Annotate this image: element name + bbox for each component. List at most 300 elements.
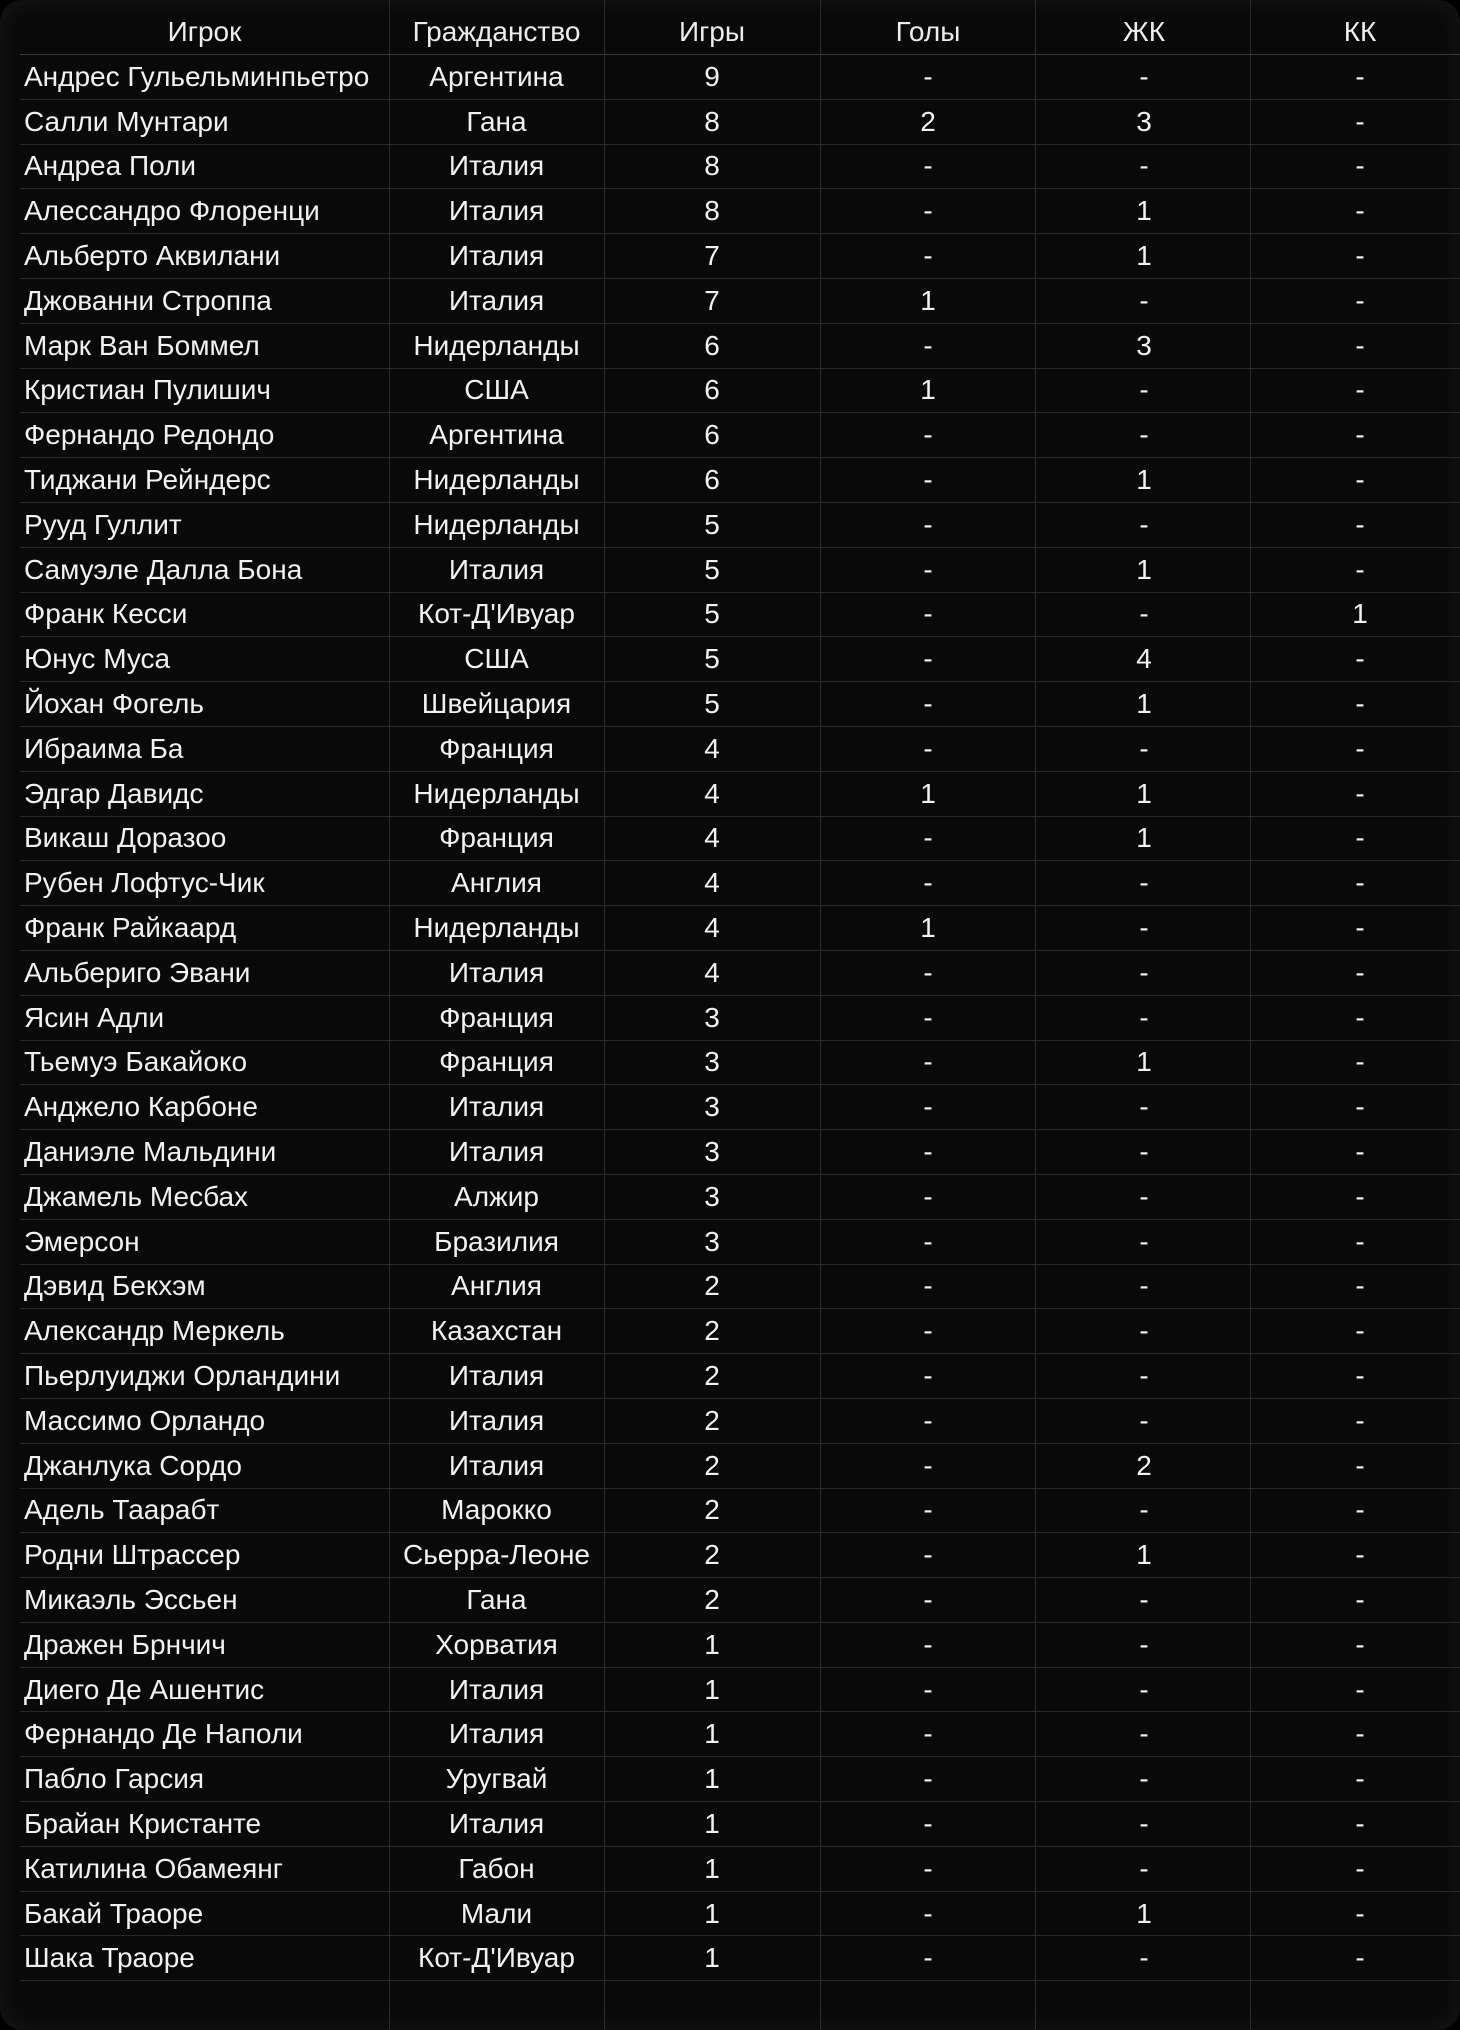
goals-cell: - — [820, 1802, 1036, 1847]
games-cell: 2 — [604, 1264, 820, 1309]
red-cards-cell: - — [1252, 502, 1460, 547]
citizenship-cell: Швейцария — [389, 682, 604, 727]
player-name-cell: Юнус Муса — [20, 637, 389, 682]
citizenship-cell: Аргентина — [389, 55, 604, 100]
goals-cell: - — [820, 1174, 1036, 1219]
yellow-cards-cell: 1 — [1036, 1040, 1252, 1085]
goals-cell: - — [820, 1667, 1036, 1712]
citizenship-cell: Гана — [389, 1578, 604, 1623]
games-cell: 3 — [604, 1174, 820, 1219]
player-name-cell: Йохан Фогель — [20, 682, 389, 727]
table-row — [20, 1533, 1460, 1578]
citizenship-cell: Гана — [389, 99, 604, 144]
player-name-cell: Алессандро Флоренци — [20, 189, 389, 234]
red-cards-cell: - — [1252, 1533, 1460, 1578]
citizenship-cell: Франция — [389, 995, 604, 1040]
table-row — [20, 1936, 1460, 1981]
yellow-cards-cell: 1 — [1036, 547, 1252, 592]
red-cards-cell: - — [1252, 368, 1460, 413]
player-name-cell: Диего Де Ашентис — [20, 1667, 389, 1712]
goals-cell: - — [820, 592, 1036, 637]
player-name-cell: Марк Ван Боммел — [20, 323, 389, 368]
player-name-cell: Эдгар Давидс — [20, 771, 389, 816]
games-cell: 5 — [604, 502, 820, 547]
table-row — [20, 771, 1460, 816]
player-name-cell: Дэвид Бекхэм — [20, 1264, 389, 1309]
table-row — [20, 1130, 1460, 1175]
red-cards-cell: - — [1252, 906, 1460, 951]
goals-cell: - — [820, 144, 1036, 189]
red-cards-cell: - — [1252, 1219, 1460, 1264]
citizenship-cell: Франция — [389, 816, 604, 861]
goals-cell: - — [820, 1578, 1036, 1623]
goals-cell: - — [820, 1533, 1036, 1578]
table-row — [20, 1578, 1460, 1623]
table-row — [20, 144, 1460, 189]
games-cell: 1 — [604, 1802, 820, 1847]
player-name-cell: Александр Меркель — [20, 1309, 389, 1354]
games-cell: 3 — [604, 1040, 820, 1085]
table-row — [20, 1667, 1460, 1712]
citizenship-cell: Кот-Д'Ивуар — [389, 592, 604, 637]
player-name-cell: Фернандо Редондо — [20, 413, 389, 458]
citizenship-cell: Сьерра-Леоне — [389, 1533, 604, 1578]
games-cell: 3 — [604, 1219, 820, 1264]
table-row — [20, 816, 1460, 861]
table-row — [20, 592, 1460, 637]
yellow-cards-cell: - — [1036, 995, 1252, 1040]
player-name-cell: Самуэле Далла Бона — [20, 547, 389, 592]
goals-cell: - — [820, 1130, 1036, 1175]
player-name-cell: Викаш Доразоо — [20, 816, 389, 861]
table-row — [20, 458, 1460, 503]
goals-cell: - — [820, 816, 1036, 861]
goals-cell: - — [820, 458, 1036, 503]
citizenship-cell: Нидерланды — [389, 906, 604, 951]
red-cards-cell: - — [1252, 1085, 1460, 1130]
red-cards-cell: - — [1252, 1398, 1460, 1443]
citizenship-cell: Италия — [389, 1130, 604, 1175]
header-goals: Голы — [820, 10, 1036, 55]
red-cards-cell: - — [1252, 1712, 1460, 1757]
table-row — [20, 278, 1460, 323]
yellow-cards-cell: 4 — [1036, 637, 1252, 682]
goals-cell: - — [820, 234, 1036, 279]
player-name-cell: Альберто Аквилани — [20, 234, 389, 279]
table-row — [20, 1354, 1460, 1399]
goals-cell: - — [820, 55, 1036, 100]
goals-cell: - — [820, 1891, 1036, 1936]
yellow-cards-cell: - — [1036, 592, 1252, 637]
table-row — [20, 55, 1460, 100]
yellow-cards-cell: - — [1036, 1712, 1252, 1757]
player-name-cell: Брайан Кристанте — [20, 1802, 389, 1847]
citizenship-cell: Италия — [389, 547, 604, 592]
table-row — [20, 1891, 1460, 1936]
goals-cell: - — [820, 1398, 1036, 1443]
yellow-cards-cell: - — [1036, 861, 1252, 906]
citizenship-cell: Бразилия — [389, 1219, 604, 1264]
goals-cell: - — [820, 1757, 1036, 1802]
header-citizenship: Гражданство — [389, 10, 604, 55]
red-cards-cell: - — [1252, 682, 1460, 727]
red-cards-cell: - — [1252, 1309, 1460, 1354]
games-cell: 1 — [604, 1846, 820, 1891]
red-cards-cell: - — [1252, 458, 1460, 503]
player-name-cell: Тиджани Рейндерс — [20, 458, 389, 503]
citizenship-cell: США — [389, 637, 604, 682]
games-cell: 2 — [604, 1309, 820, 1354]
goals-cell: - — [820, 1488, 1036, 1533]
games-cell: 4 — [604, 726, 820, 771]
table-row — [20, 189, 1460, 234]
citizenship-cell: Габон — [389, 1846, 604, 1891]
red-cards-cell: - — [1252, 1802, 1460, 1847]
citizenship-cell: Франция — [389, 726, 604, 771]
player-name-cell: Ибраима Ба — [20, 726, 389, 771]
player-stats-table — [20, 10, 1460, 1981]
goals-cell: 1 — [820, 278, 1036, 323]
red-cards-cell: - — [1252, 861, 1460, 906]
goals-cell: - — [820, 1219, 1036, 1264]
yellow-cards-cell: - — [1036, 413, 1252, 458]
red-cards-cell: - — [1252, 995, 1460, 1040]
red-cards-cell: - — [1252, 55, 1460, 100]
yellow-cards-cell: - — [1036, 278, 1252, 323]
table-row — [20, 906, 1460, 951]
yellow-cards-cell: - — [1036, 55, 1252, 100]
yellow-cards-cell: - — [1036, 1309, 1252, 1354]
player-name-cell: Рууд Гуллит — [20, 502, 389, 547]
games-cell: 1 — [604, 1891, 820, 1936]
citizenship-cell: США — [389, 368, 604, 413]
goals-cell: - — [820, 413, 1036, 458]
red-cards-cell: - — [1252, 1667, 1460, 1712]
yellow-cards-cell: - — [1036, 1085, 1252, 1130]
player-name-cell: Ясин Адли — [20, 995, 389, 1040]
yellow-cards-cell: - — [1036, 726, 1252, 771]
red-cards-cell: - — [1252, 1130, 1460, 1175]
citizenship-cell: Нидерланды — [389, 502, 604, 547]
citizenship-cell: Италия — [389, 144, 604, 189]
games-cell: 3 — [604, 995, 820, 1040]
player-name-cell: Франк Райкаард — [20, 906, 389, 951]
red-cards-cell: - — [1252, 1846, 1460, 1891]
citizenship-cell: Италия — [389, 234, 604, 279]
goals-cell: - — [820, 637, 1036, 682]
citizenship-cell: Италия — [389, 1354, 604, 1399]
games-cell: 2 — [604, 1488, 820, 1533]
goals-cell: - — [820, 502, 1036, 547]
games-cell: 5 — [604, 682, 820, 727]
table-row — [20, 1622, 1460, 1667]
player-name-cell: Джованни Строппа — [20, 278, 389, 323]
table-row — [20, 682, 1460, 727]
table-row — [20, 234, 1460, 279]
player-name-cell: Джамель Месбах — [20, 1174, 389, 1219]
player-name-cell: Салли Мунтари — [20, 99, 389, 144]
goals-cell: - — [820, 323, 1036, 368]
red-cards-cell: - — [1252, 1578, 1460, 1623]
player-name-cell: Адель Таарабт — [20, 1488, 389, 1533]
red-cards-cell: - — [1252, 726, 1460, 771]
table-row — [20, 1846, 1460, 1891]
games-cell: 4 — [604, 950, 820, 995]
table-row — [20, 1488, 1460, 1533]
goals-cell: 1 — [820, 771, 1036, 816]
citizenship-cell: Италия — [389, 1802, 604, 1847]
yellow-cards-cell: 3 — [1036, 323, 1252, 368]
yellow-cards-cell: 3 — [1036, 99, 1252, 144]
table-row — [20, 1040, 1460, 1085]
red-cards-cell: - — [1252, 1174, 1460, 1219]
goals-cell: 1 — [820, 906, 1036, 951]
yellow-cards-cell: 1 — [1036, 771, 1252, 816]
yellow-cards-cell: - — [1036, 1802, 1252, 1847]
table-row — [20, 1309, 1460, 1354]
games-cell: 7 — [604, 278, 820, 323]
table-row — [20, 637, 1460, 682]
table-row — [20, 1757, 1460, 1802]
goals-cell: 1 — [820, 368, 1036, 413]
player-name-cell: Анджело Карбоне — [20, 1085, 389, 1130]
goals-cell: - — [820, 189, 1036, 234]
table-row — [20, 950, 1460, 995]
citizenship-cell: Нидерланды — [389, 458, 604, 503]
citizenship-cell: Хорватия — [389, 1622, 604, 1667]
games-cell: 2 — [604, 1354, 820, 1399]
goals-cell: - — [820, 1085, 1036, 1130]
games-cell: 6 — [604, 413, 820, 458]
table-body — [20, 55, 1460, 1981]
table-row — [20, 368, 1460, 413]
player-name-cell: Микаэль Эссьен — [20, 1578, 389, 1623]
header-yellow-cards: ЖК — [1036, 10, 1252, 55]
yellow-cards-cell: - — [1036, 1578, 1252, 1623]
table-row — [20, 1712, 1460, 1757]
player-name-cell: Катилина Обамеянг — [20, 1846, 389, 1891]
red-cards-cell: - — [1252, 1443, 1460, 1488]
table-row — [20, 1264, 1460, 1309]
header-games: Игры — [604, 10, 820, 55]
goals-cell: - — [820, 1443, 1036, 1488]
yellow-cards-cell: - — [1036, 1354, 1252, 1399]
yellow-cards-cell: - — [1036, 368, 1252, 413]
red-cards-cell: - — [1252, 234, 1460, 279]
yellow-cards-cell: 1 — [1036, 682, 1252, 727]
citizenship-cell: Италия — [389, 278, 604, 323]
player-name-cell: Родни Штрассер — [20, 1533, 389, 1578]
citizenship-cell: Мали — [389, 1891, 604, 1936]
player-name-cell: Бакай Траоре — [20, 1891, 389, 1936]
table-row — [20, 995, 1460, 1040]
player-name-cell: Массимо Орландо — [20, 1398, 389, 1443]
goals-cell: - — [820, 995, 1036, 1040]
table-row — [20, 323, 1460, 368]
player-name-cell: Фернандо Де Наполи — [20, 1712, 389, 1757]
table-row — [20, 1085, 1460, 1130]
table-row — [20, 502, 1460, 547]
player-name-cell: Андреа Поли — [20, 144, 389, 189]
red-cards-cell: - — [1252, 99, 1460, 144]
games-cell: 5 — [604, 592, 820, 637]
citizenship-cell: Алжир — [389, 1174, 604, 1219]
red-cards-cell: - — [1252, 771, 1460, 816]
games-cell: 1 — [604, 1757, 820, 1802]
games-cell: 1 — [604, 1622, 820, 1667]
yellow-cards-cell: 1 — [1036, 1891, 1252, 1936]
player-name-cell: Джанлука Сордо — [20, 1443, 389, 1488]
citizenship-cell: Франция — [389, 1040, 604, 1085]
red-cards-cell: - — [1252, 189, 1460, 234]
goals-cell: 2 — [820, 99, 1036, 144]
red-cards-cell: - — [1252, 413, 1460, 458]
player-name-cell: Альбериго Эвани — [20, 950, 389, 995]
goals-cell: - — [820, 1354, 1036, 1399]
yellow-cards-cell: 1 — [1036, 189, 1252, 234]
red-cards-cell: - — [1252, 950, 1460, 995]
yellow-cards-cell: - — [1036, 1667, 1252, 1712]
citizenship-cell: Англия — [389, 1264, 604, 1309]
games-cell: 1 — [604, 1936, 820, 1981]
goals-cell: - — [820, 1712, 1036, 1757]
red-cards-cell: - — [1252, 1264, 1460, 1309]
goals-cell: - — [820, 726, 1036, 771]
red-cards-cell: 1 — [1252, 592, 1460, 637]
table-row — [20, 1219, 1460, 1264]
games-cell: 1 — [604, 1667, 820, 1712]
goals-cell: - — [820, 1936, 1036, 1981]
yellow-cards-cell: - — [1036, 1488, 1252, 1533]
table-row — [20, 1802, 1460, 1847]
red-cards-cell: - — [1252, 547, 1460, 592]
player-name-cell: Шака Траоре — [20, 1936, 389, 1981]
games-cell: 6 — [604, 458, 820, 503]
games-cell: 3 — [604, 1130, 820, 1175]
player-name-cell: Эмерсон — [20, 1219, 389, 1264]
games-cell: 2 — [604, 1443, 820, 1488]
player-name-cell: Даниэле Мальдини — [20, 1130, 389, 1175]
red-cards-cell: - — [1252, 1757, 1460, 1802]
yellow-cards-cell: - — [1036, 906, 1252, 951]
yellow-cards-cell: - — [1036, 502, 1252, 547]
red-cards-cell: - — [1252, 816, 1460, 861]
goals-cell: - — [820, 547, 1036, 592]
citizenship-cell: Италия — [389, 1398, 604, 1443]
red-cards-cell: - — [1252, 1488, 1460, 1533]
header-red-cards: КК — [1252, 10, 1460, 55]
goals-cell: - — [820, 1622, 1036, 1667]
table-row — [20, 547, 1460, 592]
goals-cell: - — [820, 1309, 1036, 1354]
goals-cell: - — [820, 1264, 1036, 1309]
header-row — [20, 10, 1460, 55]
games-cell: 9 — [604, 55, 820, 100]
player-name-cell: Пьерлуиджи Орландини — [20, 1354, 389, 1399]
yellow-cards-cell: 1 — [1036, 234, 1252, 279]
goals-cell: - — [820, 682, 1036, 727]
yellow-cards-cell: 1 — [1036, 1533, 1252, 1578]
red-cards-cell: - — [1252, 1891, 1460, 1936]
citizenship-cell: Англия — [389, 861, 604, 906]
games-cell: 4 — [604, 906, 820, 951]
goals-cell: - — [820, 1040, 1036, 1085]
citizenship-cell: Италия — [389, 950, 604, 995]
citizenship-cell: Марокко — [389, 1488, 604, 1533]
table-row — [20, 861, 1460, 906]
citizenship-cell: Италия — [389, 189, 604, 234]
games-cell: 1 — [604, 1712, 820, 1757]
citizenship-cell: Италия — [389, 1085, 604, 1130]
red-cards-cell: - — [1252, 323, 1460, 368]
red-cards-cell: - — [1252, 1622, 1460, 1667]
games-cell: 8 — [604, 144, 820, 189]
yellow-cards-cell: - — [1036, 144, 1252, 189]
table-row — [20, 99, 1460, 144]
games-cell: 6 — [604, 368, 820, 413]
red-cards-cell: - — [1252, 1354, 1460, 1399]
citizenship-cell: Казахстан — [389, 1309, 604, 1354]
games-cell: 2 — [604, 1533, 820, 1578]
citizenship-cell: Италия — [389, 1712, 604, 1757]
games-cell: 8 — [604, 189, 820, 234]
goals-cell: - — [820, 861, 1036, 906]
player-name-cell: Андрес Гульельминпьетро — [20, 55, 389, 100]
player-name-cell: Рубен Лофтус-Чик — [20, 861, 389, 906]
table-row — [20, 1443, 1460, 1488]
citizenship-cell: Италия — [389, 1667, 604, 1712]
table-row — [20, 726, 1460, 771]
yellow-cards-cell: - — [1036, 1219, 1252, 1264]
yellow-cards-cell: - — [1036, 1264, 1252, 1309]
games-cell: 3 — [604, 1085, 820, 1130]
games-cell: 5 — [604, 637, 820, 682]
yellow-cards-cell: - — [1036, 1846, 1252, 1891]
games-cell: 8 — [604, 99, 820, 144]
goals-cell: - — [820, 1846, 1036, 1891]
citizenship-cell: Кот-Д'Ивуар — [389, 1936, 604, 1981]
player-name-cell: Франк Кесси — [20, 592, 389, 637]
games-cell: 2 — [604, 1398, 820, 1443]
citizenship-cell: Нидерланды — [389, 323, 604, 368]
table-row — [20, 1174, 1460, 1219]
yellow-cards-cell: 2 — [1036, 1443, 1252, 1488]
red-cards-cell: - — [1252, 278, 1460, 323]
yellow-cards-cell: - — [1036, 1174, 1252, 1219]
yellow-cards-cell: - — [1036, 1130, 1252, 1175]
red-cards-cell: - — [1252, 1936, 1460, 1981]
games-cell: 5 — [604, 547, 820, 592]
yellow-cards-cell: - — [1036, 1622, 1252, 1667]
citizenship-cell: Италия — [389, 1443, 604, 1488]
goals-cell: - — [820, 950, 1036, 995]
yellow-cards-cell: - — [1036, 950, 1252, 995]
red-cards-cell: - — [1252, 144, 1460, 189]
games-cell: 6 — [604, 323, 820, 368]
red-cards-cell: - — [1252, 637, 1460, 682]
citizenship-cell: Аргентина — [389, 413, 604, 458]
games-cell: 2 — [604, 1578, 820, 1623]
games-cell: 4 — [604, 816, 820, 861]
header-player: Игрок — [20, 10, 389, 55]
table-row — [20, 413, 1460, 458]
games-cell: 7 — [604, 234, 820, 279]
citizenship-cell: Нидерланды — [389, 771, 604, 816]
games-cell: 4 — [604, 861, 820, 906]
red-cards-cell: - — [1252, 1040, 1460, 1085]
yellow-cards-cell: 1 — [1036, 816, 1252, 861]
player-name-cell: Тьемуэ Бакайоко — [20, 1040, 389, 1085]
